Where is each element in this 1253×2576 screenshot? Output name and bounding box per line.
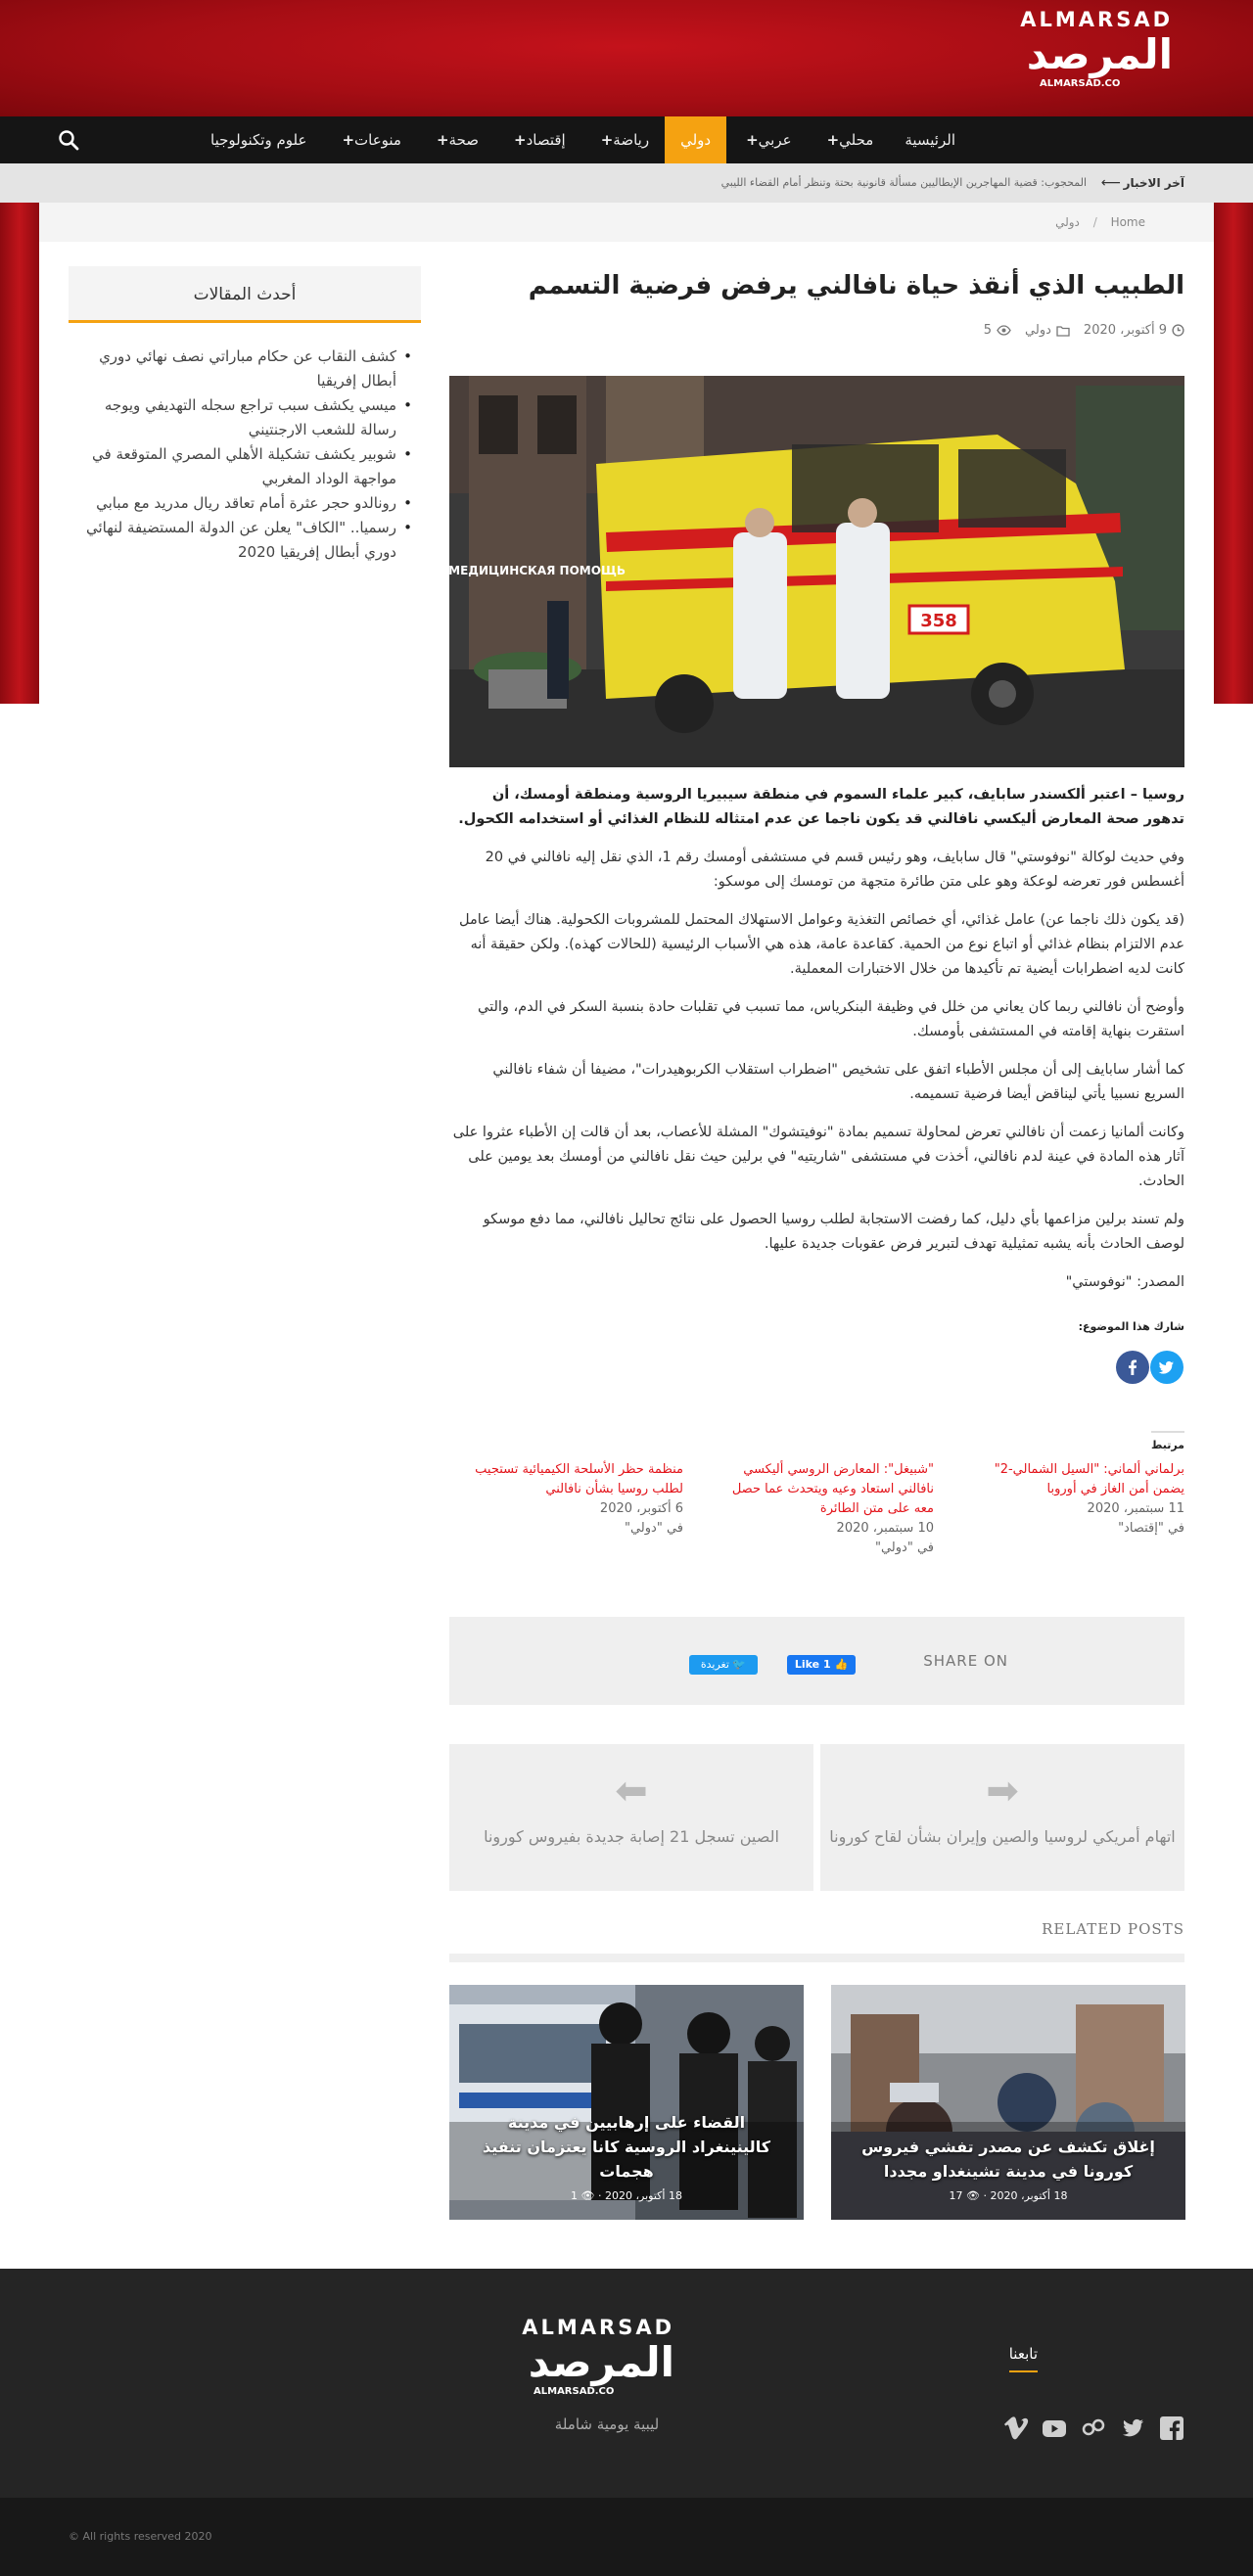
nav-item[interactable]: [581, 116, 665, 163]
meta-date: [1084, 323, 1184, 338]
breadcrumb-section[interactable]: دولي: [1055, 215, 1080, 229]
footer-logo-domain: ALMARSAD.CO: [534, 2386, 615, 2397]
nav-item[interactable]: [417, 116, 494, 163]
related-post-date: 18 أكتوبر، 2020: [604, 2189, 682, 2202]
twitter-bird-icon: 🐦: [728, 1658, 747, 1671]
related-post-title: إغلاق تكشف عن مصدر تفشي فيروس كورونا في مدينة تشينغداو مجددا: [861, 2138, 1155, 2181]
nav-item[interactable]: [494, 116, 581, 163]
ambulance-lettering: СКОРАЯ МЕДИЦИНСКАЯ ПОМОЩЬ: [389, 564, 626, 577]
facebook-like-button[interactable]: [787, 1655, 856, 1675]
nav-item[interactable]: [808, 116, 890, 163]
facebook-icon: [1116, 1351, 1149, 1384]
related-item: [462, 1460, 683, 1558]
related-item-link[interactable]: برلماني ألماني: "السيل الشمالي-2" يضمن أمن الغاز في أوروبا: [994, 1462, 1184, 1496]
related-post-title: القضاء على إرهابيين في مدينة كالينينغراد الروسية كانا يعتزمان تنفيذ هجمات: [482, 2113, 770, 2181]
nav-item[interactable]: [195, 116, 322, 163]
nav-item[interactable]: [726, 116, 807, 163]
ambulance-number: 358: [920, 611, 957, 631]
related-item-category: في "دولي": [624, 1521, 683, 1536]
recent-post-item[interactable]: [69, 516, 396, 565]
footer-logo-en: ALMARSAD: [522, 2316, 674, 2339]
related-item-link[interactable]: منظمة حظر الأسلحة الكيميائية تستجيب لطلب روسيا بشأن نافالني: [475, 1462, 683, 1496]
article-paragraph: كما أشار سابايف إلى أن مجلس الأطباء اتفق على تشخيص "اضطراب استقلاب الكربوهيدرات"، مضيفا أن شفاء نافالني السريع نسبيا يأتي ليناقض أيضا فرضية تسميمه.: [492, 1062, 1184, 1102]
footer-tagline: ليبية يومية شاملة: [554, 2415, 660, 2433]
recent-post-link[interactable]: كشف النقاب عن حكام مباراتي نصف نهائي دوري أبطال إفريقيا: [99, 347, 396, 390]
site-footer: [0, 2269, 1253, 2498]
related-post-meta: 18 أكتوبر، 2020 · 👁 17: [949, 2189, 1068, 2202]
logo-text-en: ALMARSAD: [1020, 8, 1173, 31]
article-paragraph: ولم تسند برلين مزاعمها بأي دليل، كما رفضت الاستجابة لطلب روسيا الحصول على نتائج تحاليل نافالني، مما دفع موسكو لوصف الحادث بأنه يشبه تمثيلية تهدف لتبرير فرض عقوبات جديدة عليها.: [483, 1212, 1184, 1252]
breadcrumb-separator: /: [1092, 215, 1097, 229]
article-date: 9 أكتوبر، 2020: [1083, 323, 1167, 338]
facebook-like-label: Like 1: [794, 1658, 831, 1671]
article-paragraph: وأوضح أن نافالني ربما كان يعاني من خلل في وظيفة البنكرياس، مما تسبب في تقلبات حادة بنسبة السكر في الدم، والتي استقرت بنهاية إقامته في المستشفى بأومسك.: [477, 999, 1184, 1039]
main-nav: [0, 116, 1253, 163]
side-banner-right: [1214, 203, 1253, 704]
youtube-icon[interactable]: [1042, 2415, 1067, 2441]
related-posts-divider: [449, 1954, 1184, 1962]
card-caption: [449, 2110, 804, 2220]
share-on-label: SHARE ON: [923, 1652, 1008, 1670]
meta-category: [1025, 323, 1070, 338]
related-item-link[interactable]: "شبيغل": المعارض الروسي أليكسي نافالني استعاد وعيه ويتحدث عما حصل معه على متن الطائرة: [731, 1462, 934, 1516]
related-item-date: 6 أكتوبر، 2020: [599, 1501, 683, 1516]
plus-icon: +: [826, 131, 840, 149]
site-logo[interactable]: [1020, 8, 1173, 102]
arrow-right-icon: ➡: [986, 1769, 1019, 1814]
related-post-card[interactable]: [449, 1985, 804, 2220]
ambulance-photo: [389, 376, 1184, 767]
prev-post-link[interactable]: [449, 1744, 813, 1891]
plus-icon: +: [600, 131, 614, 149]
plus-icon: +: [746, 131, 759, 149]
breadcrumb: [39, 203, 1214, 242]
footer-logo-ar: المرصد: [528, 2338, 674, 2386]
related-item-date: 10 سبتمبر، 2020: [836, 1521, 934, 1536]
eye-icon: 👁: [966, 2189, 980, 2202]
card-caption: [831, 2135, 1185, 2220]
related-posts-heading: RELATED POSTS: [1042, 1920, 1184, 1938]
next-post-title: اتهام أمريكي لروسيا والصين وإيران بشأن لقاح كورونا: [829, 1827, 1176, 1846]
recent-post-link[interactable]: رونالدو حجر عثرة أمام تعاقد ريال مدريد مع مبابي: [96, 494, 396, 512]
logo-domain: ALMARSAD.CO: [1040, 78, 1121, 89]
eye-icon: 👁: [580, 2189, 595, 2202]
social-icons: [1002, 2415, 1184, 2441]
nav-list: [195, 116, 971, 163]
share-twitter-button[interactable]: [1150, 1351, 1183, 1384]
tweet-label: تغريدة: [700, 1658, 729, 1671]
recent-posts-heading: أحدث المقالات: [69, 266, 421, 323]
related-item-category: في "دولي": [874, 1541, 934, 1555]
plus-icon: +: [436, 131, 449, 149]
folder-icon: [1056, 325, 1070, 337]
recent-post-item[interactable]: [69, 345, 396, 393]
article-lead: روسيا – اعتبر ألكسندر سابايف، كبير علماء السموم في منطقة سيبيريا الروسية ومنطقة أومسك، أن تدهور صحة المعارض أليكسي نافالني قد يكون ناجما عن عدم امتثاله للنظام الغذائي أو استخدامه الكحول.: [458, 787, 1184, 827]
tweet-button[interactable]: [689, 1655, 758, 1675]
related-post-meta: 18 أكتوبر، 2020 · 👁 1: [571, 2189, 682, 2202]
article-title: الطبيب الذي أنقذ حياة نافالني يرفض فرضية التسمم: [528, 271, 1184, 300]
eye-icon: [997, 325, 1011, 336]
nav-item-label: إقتصاد: [526, 131, 566, 149]
nav-item-label: رياضة: [613, 131, 650, 149]
related-heading: مرتبط: [1151, 1431, 1184, 1451]
logo-text-ar: المرصد: [1026, 30, 1173, 78]
related-post-views: 17: [949, 2189, 963, 2202]
meta-views: [984, 323, 1011, 338]
article-source: المصدر: "نوفوستي": [1065, 1274, 1184, 1290]
ticker-label: آخر الاخبار: [1123, 176, 1184, 190]
nav-item-label: صحة: [448, 131, 480, 149]
recent-post-link[interactable]: رسميا.. "الكاف" يعلن عن الدولة المستضيفة لنهائي دوري أبطال إفريقيا 2020: [85, 519, 396, 561]
twitter-icon[interactable]: [1120, 2415, 1145, 2441]
twitter-icon: [1150, 1351, 1183, 1384]
breadcrumb-home[interactable]: Home: [1110, 215, 1145, 229]
plus-icon: +: [342, 131, 355, 149]
nav-item[interactable]: [889, 116, 971, 163]
recent-post-link[interactable]: ميسي يكشف سبب تراجع سجله التهديفي ويوجه رسالة للشعب الارجنتيني: [104, 396, 396, 438]
related-item-date: 11 سبتمبر، 2020: [1087, 1501, 1184, 1516]
nav-item-label: منوعات: [354, 131, 401, 149]
share-facebook-button[interactable]: [1116, 1351, 1149, 1384]
nav-item-label: محلي: [839, 131, 874, 149]
prev-post-title: الصين تسجل 21 إصابة جديدة بفيروس كورونا: [484, 1827, 779, 1846]
recent-posts-widget: [69, 266, 421, 565]
nav-item-label: الرئيسية: [905, 131, 955, 149]
nav-item-label: علوم وتكنولوجيا: [210, 131, 307, 149]
related-list: [445, 1460, 1184, 1558]
article-views: 5: [983, 323, 993, 338]
flickr-icon[interactable]: [1081, 2415, 1106, 2441]
thumbs-up-icon: 👍: [830, 1658, 849, 1671]
footer-logo[interactable]: [522, 2316, 674, 2398]
nav-item[interactable]: [665, 116, 726, 163]
recent-posts-list: [69, 345, 421, 565]
nav-item-label: دولي: [680, 131, 712, 149]
related-item-category: في "إقتصاد": [1118, 1521, 1184, 1536]
vimeo-icon[interactable]: [1002, 2415, 1028, 2441]
site-header: [0, 0, 1253, 116]
article-paragraph: (قد يكون ذلك ناجما عن) عامل غذائي، أي خصائص التغذية وعوامل الاستهلاك المحتمل للمشروبات الكحولية. هناك أيضا عامل عدم الالتزام بنظام غذائي أو اتباع نوع من الحمية. كقاعدة عامة، هذه هي الأسباب الرئيسية (للحالات كهذه). ولكن حقيقة أنه كانت لديه اضطرابات أيضية تم تأكيدها من خلال الاختبارات المعملية.: [459, 912, 1184, 977]
recent-post-item[interactable]: [69, 491, 396, 516]
article-meta: [984, 323, 1184, 338]
clock-icon: [1172, 324, 1184, 337]
article-body: [449, 783, 1184, 1309]
next-post-link[interactable]: [820, 1744, 1184, 1891]
follow-us-heading: تابعنا: [1009, 2345, 1038, 2372]
share-box: [449, 1617, 1184, 1705]
arrow-left-icon: ⬅: [615, 1769, 648, 1814]
article-photo: [389, 376, 1184, 767]
recent-post-item[interactable]: [69, 393, 396, 442]
recent-post-item[interactable]: [69, 442, 396, 491]
side-banner-left: [0, 203, 39, 704]
search-icon[interactable]: [57, 128, 80, 152]
article-category-link[interactable]: دولي: [1025, 323, 1051, 338]
related-item: [963, 1460, 1184, 1558]
share-heading: شارك هذا الموضوع:: [1078, 1320, 1184, 1333]
copyright-text: All rights reserved 2020 ©: [69, 2530, 212, 2543]
related-post-views: 1: [571, 2189, 579, 2202]
ticker-headline[interactable]: المحجوب: قضية المهاجرين الإيطاليين مسألة قانونية بحتة وتنظر أمام القضاء الليبي: [720, 176, 1087, 189]
news-ticker: [0, 163, 1253, 203]
article-paragraph: وكانت ألمانيا زعمت أن نافالني تعرض لمحاولة تسميم بمادة "نوفيتشوك" المشلة للأعصاب، بعد أن قالت إن الأطباء عثروا على آثار هذه المادة في عينة لدم نافالني، أخذت في مستشفى "شاريتيه" في برلين حيث نقل نافالني من أومسك بعد يومين على الحادث.: [452, 1125, 1184, 1189]
arrow-left-icon: ⟵: [1100, 175, 1121, 191]
article-paragraph: وفي حديث لوكالة "نوفوستي" قال سابايف، وهو رئيس قسم في مستشفى أومسك رقم 1، الذي نقل إليه نافالني في 20 أغسطس فور تعرضه لوعكة وهو على متن طائرة متجهة من تومسك إلى موسكو:: [485, 850, 1184, 890]
recent-post-link[interactable]: شوبير يكشف تشكيلة الأهلي المصري المتوقعة في مواجهة الوداد المغربي: [92, 445, 396, 487]
related-post-card[interactable]: [831, 1985, 1185, 2220]
footer-bottom-bar: [0, 2498, 1253, 2576]
nav-item-label: عربي: [758, 131, 792, 149]
plus-icon: +: [514, 131, 527, 149]
facebook-icon[interactable]: [1159, 2415, 1184, 2441]
nav-item[interactable]: [322, 116, 417, 163]
related-post-date: 18 أكتوبر، 2020: [990, 2189, 1068, 2202]
related-item: [713, 1460, 934, 1558]
